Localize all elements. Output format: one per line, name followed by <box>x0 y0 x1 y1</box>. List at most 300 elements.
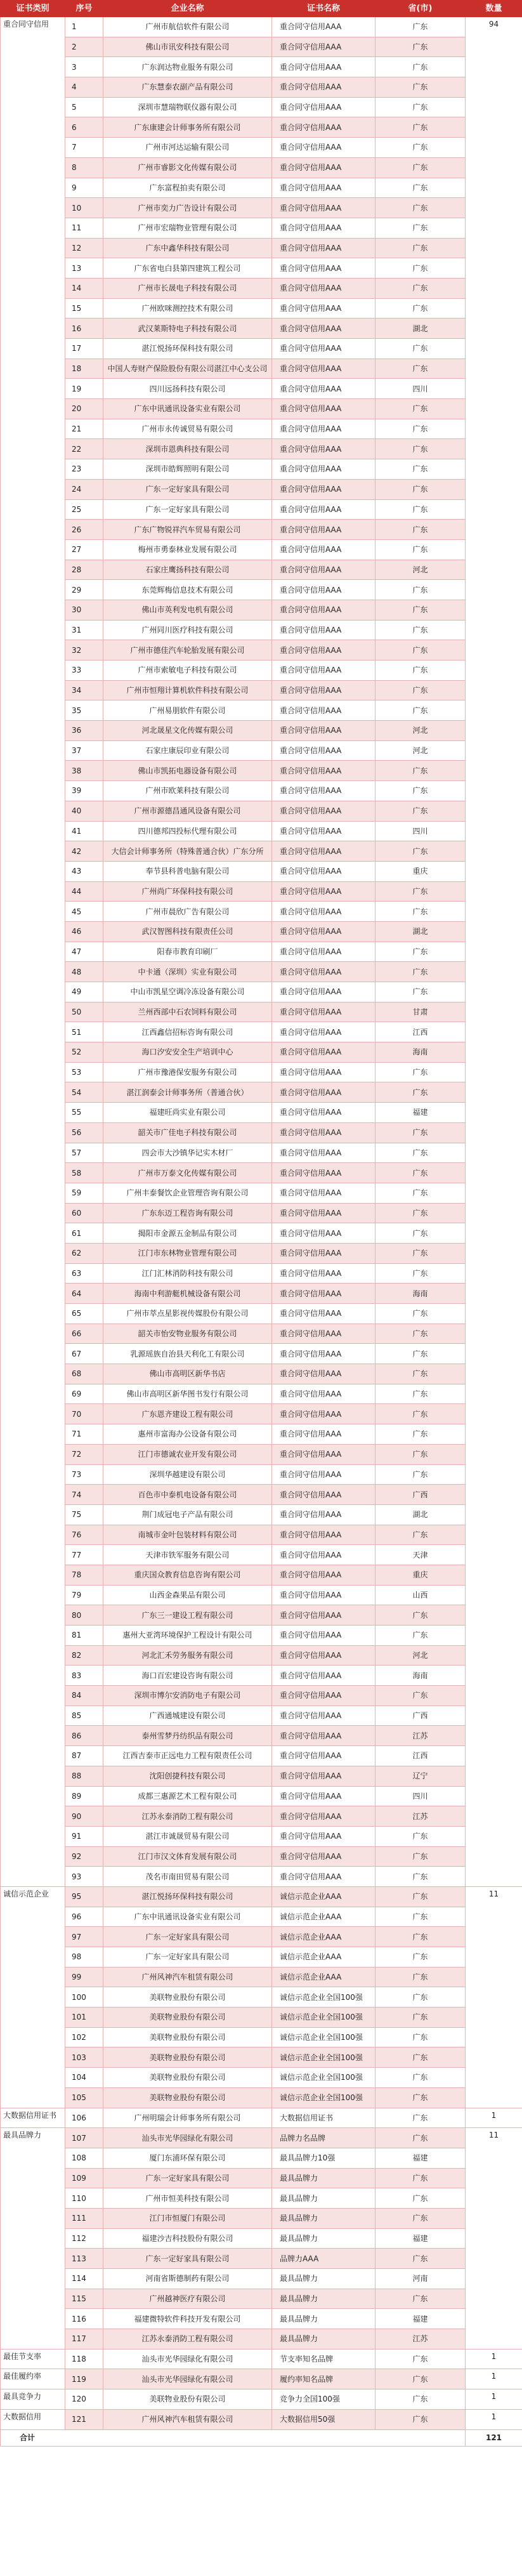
certificate-name: 重合同守信用AAA <box>272 520 375 540</box>
row-number: 115 <box>65 2289 103 2309</box>
certificate-name: 重合同守信用AAA <box>272 157 375 178</box>
company-name: 广州尚广环保科技有限公司 <box>103 881 272 902</box>
row-number: 87 <box>65 1746 103 1766</box>
table-row <box>1 1404 522 1424</box>
company-name: 汕头市光华园绿化有限公司 <box>103 2349 272 2369</box>
province: 广东 <box>375 761 466 781</box>
row-number: 81 <box>65 1626 103 1646</box>
table-row <box>1 962 522 982</box>
company-name: 湛江润泰会计师事务所（普通合伙） <box>103 1082 272 1103</box>
table-row <box>1 2068 522 2088</box>
province: 广东 <box>375 278 466 298</box>
company-name: 广州丰泰餐饮企业管理咨询有限公司 <box>103 1183 272 1203</box>
certificate-name: 重合同守信用AAA <box>272 1364 375 1384</box>
company-name: 荆门成冠电子产品有限公司 <box>103 1504 272 1525</box>
certificate-name: 重合同守信用AAA <box>272 1846 375 1867</box>
table-row <box>1 520 522 540</box>
header-number: 序号 <box>65 1 103 17</box>
certificate-name: 重合同守信用AAA <box>272 761 375 781</box>
certificate-name: 重合同守信用AAA <box>272 1565 375 1585</box>
company-name: 武汉莱斯特电子科技有限公司 <box>103 319 272 339</box>
table-row <box>1 1927 522 1947</box>
company-name: 山西金森果品有限公司 <box>103 1585 272 1605</box>
company-name: 广州风神汽车租赁有限公司 <box>103 2409 272 2429</box>
certificate-name: 重合同守信用AAA <box>272 1243 375 1263</box>
row-number: 42 <box>65 841 103 862</box>
company-name: 广东富程拍卖有限公司 <box>103 178 272 198</box>
row-number: 46 <box>65 921 103 942</box>
table-row <box>1 178 522 198</box>
province: 广东 <box>375 2027 466 2047</box>
certificate-name: 重合同守信用AAA <box>272 1163 375 1183</box>
company-name: 广东中讯通讯设备实业有限公司 <box>103 1907 272 1927</box>
company-name: 广州市豫港保安服务有限公司 <box>103 1062 272 1082</box>
company-name: 汕头市光华园绿化有限公司 <box>103 2128 272 2148</box>
company-name: 中山市凯星空调冷冻设备有限公司 <box>103 982 272 1002</box>
province: 广东 <box>375 2369 466 2389</box>
province: 广东 <box>375 1686 466 1706</box>
province: 广东 <box>375 2188 466 2209</box>
category-cell: 最具竞争力 <box>1 2389 65 2410</box>
header-certificate: 证书名称 <box>272 1 375 17</box>
province: 广东 <box>375 1082 466 1103</box>
row-number: 59 <box>65 1183 103 1203</box>
company-name: 韶关市怡安物业服务有限公司 <box>103 1324 272 1344</box>
table-row <box>1 1504 522 1525</box>
count-cell: 1 <box>466 2389 522 2410</box>
province: 广东 <box>375 198 466 218</box>
certificate-name: 重合同守信用AAA <box>272 942 375 962</box>
certificate-name: 重合同守信用AAA <box>272 1424 375 1445</box>
category-cell: 大数据信用证书 <box>1 2108 65 2128</box>
province: 湖北 <box>375 319 466 339</box>
province: 广东 <box>375 1163 466 1183</box>
row-number: 58 <box>65 1163 103 1183</box>
header-count: 数量 <box>466 1 522 17</box>
row-number: 43 <box>65 861 103 881</box>
certificate-name: 诚信示范企业全国100强 <box>272 2027 375 2047</box>
certificate-name: 重合同守信用AAA <box>272 1806 375 1827</box>
row-number: 8 <box>65 157 103 178</box>
certificate-name: 重合同守信用AAA <box>272 499 375 520</box>
table-row <box>1 1062 522 1082</box>
certificate-name: 重合同守信用AAA <box>272 982 375 1002</box>
certificate-name: 重合同守信用AAA <box>272 218 375 238</box>
province: 广东 <box>375 2349 466 2369</box>
company-name: 东莞辉梅信息技术有限公司 <box>103 580 272 600</box>
row-number: 47 <box>65 942 103 962</box>
table-row <box>1 117 522 138</box>
certificate-name: 重合同守信用AAA <box>272 1826 375 1846</box>
table-row <box>1 77 522 98</box>
company-name: 江门汇林消防科技有限公司 <box>103 1263 272 1284</box>
company-name: 石家庄康辰印业有限公司 <box>103 740 272 761</box>
table-row <box>1 2309 522 2329</box>
company-name: 美联物业股份有限公司 <box>103 2047 272 2068</box>
row-number: 17 <box>65 339 103 359</box>
table-row <box>1 1444 522 1464</box>
table-row <box>1 1324 522 1344</box>
table-row <box>1 1243 522 1263</box>
company-name: 江门市东林物业管理有限公司 <box>103 1243 272 1263</box>
company-name: 广东一定好家具有限公司 <box>103 2249 272 2269</box>
row-number: 63 <box>65 1263 103 1284</box>
row-number: 116 <box>65 2309 103 2329</box>
certificate-name: 重合同守信用AAA <box>272 1002 375 1022</box>
province: 湖北 <box>375 1504 466 1525</box>
certificate-name: 重合同守信用AAA <box>272 1203 375 1223</box>
province: 广东 <box>375 298 466 319</box>
row-number: 71 <box>65 1424 103 1445</box>
province: 广东 <box>375 962 466 982</box>
count-cell: 1 <box>466 2369 522 2389</box>
province: 广东 <box>375 2249 466 2269</box>
province: 广东 <box>375 1605 466 1626</box>
company-name: 江门市汉文体育发展有限公司 <box>103 1846 272 1867</box>
province: 广东 <box>375 1404 466 1424</box>
row-number: 44 <box>65 881 103 902</box>
province: 海南 <box>375 1666 466 1686</box>
table-row <box>1 2027 522 2047</box>
table-row <box>1 1766 522 1786</box>
row-number: 25 <box>65 499 103 520</box>
province: 广东 <box>375 781 466 801</box>
province: 广东 <box>375 77 466 98</box>
table-row <box>1 1846 522 1867</box>
count-cell: 11 <box>466 2128 522 2349</box>
table-row <box>1 1424 522 1445</box>
row-number: 29 <box>65 580 103 600</box>
certificate-name: 最具品牌力 <box>272 2269 375 2289</box>
certificate-name: 重合同守信用AAA <box>272 1284 375 1304</box>
company-name: 湛江悦扬环保科技有限公司 <box>103 1886 272 1907</box>
province: 广东 <box>375 2208 466 2228</box>
province: 广东 <box>375 2409 466 2429</box>
table-row <box>1 1042 522 1063</box>
table-row <box>1 2208 522 2228</box>
table-row <box>1 2269 522 2289</box>
company-name: 佛山市凯拓电器设备有限公司 <box>103 761 272 781</box>
table-row <box>1 379 522 399</box>
province: 广东 <box>375 138 466 158</box>
row-number: 18 <box>65 358 103 379</box>
province: 广东 <box>375 1384 466 1404</box>
category-cell: 最佳节支率 <box>1 2349 65 2369</box>
company-name: 江苏永泰消防工程有限公司 <box>103 2329 272 2349</box>
certificate-name: 重合同守信用AAA <box>272 1042 375 1063</box>
table-row <box>1 1485 522 1505</box>
table-row <box>1 600 522 620</box>
certificate-name: 重合同守信用AAA <box>272 1705 375 1726</box>
row-number: 48 <box>65 962 103 982</box>
header-company: 企业名称 <box>103 1 272 17</box>
table-row <box>1 1203 522 1223</box>
company-name: 福建旺尚实业有限公司 <box>103 1103 272 1123</box>
company-name: 广东省电白县第四建筑工程公司 <box>103 258 272 279</box>
table-row <box>1 821 522 841</box>
company-name: 阳春市教育印刷厂 <box>103 942 272 962</box>
certificate-name: 诚信示范企业AAA <box>272 1967 375 1987</box>
certificate-name: 重合同守信用AAA <box>272 1545 375 1565</box>
province: 广东 <box>375 339 466 359</box>
certificate-name: 重合同守信用AAA <box>272 1766 375 1786</box>
row-number: 97 <box>65 1927 103 1947</box>
province: 广东 <box>375 942 466 962</box>
company-name: 海口百宏建设咨询有限公司 <box>103 1666 272 1686</box>
company-name: 四川远扬科技有限公司 <box>103 379 272 399</box>
certificate-name: 重合同守信用AAA <box>272 1444 375 1464</box>
row-number: 41 <box>65 821 103 841</box>
table-row <box>1 2128 522 2148</box>
company-name: 江门市恒厦门有限公司 <box>103 2208 272 2228</box>
province: 广东 <box>375 2128 466 2148</box>
table-row <box>1 1666 522 1686</box>
company-name: 广州市万泰文化传媒有限公司 <box>103 1163 272 1183</box>
company-name: 湛江市诚晟贸易有限公司 <box>103 1826 272 1846</box>
table-row <box>1 801 522 821</box>
company-name: 广东润达物业服务有限公司 <box>103 57 272 77</box>
certificate-name: 最具品牌力 <box>272 2188 375 2209</box>
certificate-name: 重合同守信用AAA <box>272 1122 375 1143</box>
company-name: 惠州大亚湾环境保护工程设计有限公司 <box>103 1626 272 1646</box>
row-number: 22 <box>65 439 103 459</box>
certificate-name: 重合同守信用AAA <box>272 1062 375 1082</box>
province: 广东 <box>375 117 466 138</box>
table-row <box>1 1002 522 1022</box>
table-row <box>1 1304 522 1324</box>
header-category: 证书类别 <box>1 1 65 17</box>
table-row <box>1 17 522 37</box>
province: 广东 <box>375 1826 466 1846</box>
company-name: 泰州雪梦丹纺织品有限公司 <box>103 1726 272 1746</box>
certificate-name: 重合同守信用AAA <box>272 600 375 620</box>
province: 福建 <box>375 1103 466 1123</box>
province: 广东 <box>375 881 466 902</box>
company-name: 河北汇禾劳务服务有限公司 <box>103 1645 272 1666</box>
row-number: 105 <box>65 2087 103 2108</box>
table-row <box>1 278 522 298</box>
count-cell: 11 <box>466 1886 522 2108</box>
table-row <box>1 2087 522 2108</box>
certificate-name: 重合同守信用AAA <box>272 1585 375 1605</box>
province: 广东 <box>375 1987 466 2008</box>
certificate-name: 品牌力名品牌 <box>272 2128 375 2148</box>
table-row <box>1 700 522 721</box>
province: 江苏 <box>375 1806 466 1827</box>
certificate-name: 重合同守信用AAA <box>272 781 375 801</box>
table-row <box>1 921 522 942</box>
company-name: 四会市大沙镇华记实木材厂 <box>103 1143 272 1163</box>
certificate-name: 重合同守信用AAA <box>272 921 375 942</box>
certificate-name: 重合同守信用AAA <box>272 1183 375 1203</box>
province: 广东 <box>375 1183 466 1203</box>
row-number: 36 <box>65 721 103 741</box>
certificate-name: 重合同守信用AAA <box>272 399 375 419</box>
certificate-name: 重合同守信用AAA <box>272 138 375 158</box>
company-name: 佛山市高明区新华书店 <box>103 1364 272 1384</box>
row-number: 27 <box>65 539 103 560</box>
certificate-name: 诚信示范企业AAA <box>272 1886 375 1907</box>
table-row <box>1 218 522 238</box>
certificate-name: 重合同守信用AAA <box>272 1867 375 1887</box>
province: 四川 <box>375 1786 466 1806</box>
province: 江西 <box>375 1746 466 1766</box>
certificate-name: 重合同守信用AAA <box>272 620 375 640</box>
certificate-name: 重合同守信用AAA <box>272 580 375 600</box>
province: 广东 <box>375 2047 466 2068</box>
province: 广东 <box>375 2087 466 2108</box>
province: 广东 <box>375 539 466 560</box>
company-name: 广东康建会计师事务所有限公司 <box>103 117 272 138</box>
certificate-name: 重合同守信用AAA <box>272 1645 375 1666</box>
province: 河南 <box>375 2269 466 2289</box>
province: 广东 <box>375 1886 466 1907</box>
row-number: 12 <box>65 238 103 258</box>
row-number: 16 <box>65 319 103 339</box>
company-name: 美联物业股份有限公司 <box>103 2389 272 2410</box>
province: 广东 <box>375 1364 466 1384</box>
company-name: 奉节县科普电脑有限公司 <box>103 861 272 881</box>
table-row <box>1 2409 522 2429</box>
company-name: 成都三惠源艺术工程有限公司 <box>103 1786 272 1806</box>
table-row <box>1 439 522 459</box>
row-number: 19 <box>65 379 103 399</box>
company-name: 美联物业股份有限公司 <box>103 2087 272 2108</box>
row-number: 104 <box>65 2068 103 2088</box>
table-row <box>1 861 522 881</box>
company-name: 广州市恒美科技有限公司 <box>103 2188 272 2209</box>
row-number: 28 <box>65 560 103 580</box>
row-number: 40 <box>65 801 103 821</box>
company-name: 河北晟星文化传媒有限公司 <box>103 721 272 741</box>
province: 江苏 <box>375 1726 466 1746</box>
province: 四川 <box>375 821 466 841</box>
company-name: 广州市源德昌通风设备有限公司 <box>103 801 272 821</box>
province: 广东 <box>375 1122 466 1143</box>
table-row <box>1 881 522 902</box>
row-number: 15 <box>65 298 103 319</box>
company-name: 惠州市富海办公设备有限公司 <box>103 1424 272 1445</box>
row-number: 50 <box>65 1002 103 1022</box>
certificate-name: 重合同守信用AAA <box>272 1626 375 1646</box>
company-name: 沈阳创捷科技有限公司 <box>103 1766 272 1786</box>
province: 辽宁 <box>375 1766 466 1786</box>
table-row <box>1 1163 522 1183</box>
row-number: 10 <box>65 198 103 218</box>
company-name: 广西通城建设有限公司 <box>103 1705 272 1726</box>
row-number: 52 <box>65 1042 103 1063</box>
province: 广东 <box>375 358 466 379</box>
province: 河北 <box>375 560 466 580</box>
company-name: 美联物业股份有限公司 <box>103 1987 272 2008</box>
province: 海南 <box>375 1284 466 1304</box>
row-number: 32 <box>65 640 103 660</box>
row-number: 67 <box>65 1344 103 1364</box>
province: 广东 <box>375 1062 466 1082</box>
province: 广东 <box>375 1424 466 1445</box>
certificate-name: 重合同守信用AAA <box>272 1504 375 1525</box>
table-row <box>1 1826 522 1846</box>
certificate-name: 诚信示范企业全国100强 <box>272 2068 375 2088</box>
company-name: 海南中利游艇机械设备有限公司 <box>103 1284 272 1304</box>
certificate-name: 重合同守信用AAA <box>272 1022 375 1042</box>
certificate-name: 最具品牌力 <box>272 2168 375 2188</box>
table-row <box>1 459 522 480</box>
province: 广东 <box>375 1907 466 1927</box>
certificate-name: 重合同守信用AAA <box>272 479 375 499</box>
province: 广东 <box>375 1464 466 1485</box>
company-name: 广州市奕力广告设计有限公司 <box>103 198 272 218</box>
row-number: 24 <box>65 479 103 499</box>
province: 广东 <box>375 499 466 520</box>
table-row <box>1 721 522 741</box>
row-number: 1 <box>65 17 103 37</box>
certificate-name: 重合同守信用AAA <box>272 1304 375 1324</box>
company-name: 百色市中泰机电设备有限公司 <box>103 1485 272 1505</box>
province: 广东 <box>375 37 466 57</box>
certificate-name: 重合同守信用AAA <box>272 278 375 298</box>
row-number: 106 <box>65 2108 103 2128</box>
row-number: 62 <box>65 1243 103 1263</box>
company-name: 广东一定好家具有限公司 <box>103 499 272 520</box>
table-row <box>1 1263 522 1284</box>
row-number: 74 <box>65 1485 103 1505</box>
company-name: 广州市萃点星影视传媒股份有限公司 <box>103 1304 272 1324</box>
company-name: 广东一定好家具有限公司 <box>103 1927 272 1947</box>
certificate-name: 重合同守信用AAA <box>272 439 375 459</box>
company-name: 美联物业股份有限公司 <box>103 2068 272 2088</box>
company-name: 福建微特软件科技开发有限公司 <box>103 2309 272 2329</box>
table-row <box>1 2228 522 2249</box>
table-row <box>1 1967 522 1987</box>
count-cell: 94 <box>466 17 522 1887</box>
province: 广东 <box>375 2008 466 2028</box>
table-row <box>1 419 522 439</box>
table-row <box>1 1364 522 1384</box>
row-number: 39 <box>65 781 103 801</box>
row-number: 55 <box>65 1103 103 1123</box>
table-row <box>1 2008 522 2028</box>
certificate-name: 重合同守信用AAA <box>272 841 375 862</box>
table-row <box>1 358 522 379</box>
province: 广东 <box>375 1243 466 1263</box>
province: 广东 <box>375 1947 466 1968</box>
table-body <box>1 17 522 2447</box>
row-number: 110 <box>65 2188 103 2209</box>
company-name: 大信会计师事务所（特殊普通合伙）广东分所 <box>103 841 272 862</box>
certificate-name: 重合同守信用AAA <box>272 258 375 279</box>
company-name: 广东东迈工程咨询有限公司 <box>103 1203 272 1223</box>
certificate-name: 重合同守信用AAA <box>272 379 375 399</box>
table-row <box>1 1786 522 1806</box>
table-row <box>1 1886 522 1907</box>
table-row <box>1 1626 522 1646</box>
table-row <box>1 740 522 761</box>
certificate-name: 重合同守信用AAA <box>272 178 375 198</box>
row-number: 2 <box>65 37 103 57</box>
row-number: 61 <box>65 1223 103 1244</box>
certificate-name: 重合同守信用AAA <box>272 680 375 700</box>
company-name: 兰州西部中石农饲料有限公司 <box>103 1002 272 1022</box>
row-number: 93 <box>65 1867 103 1887</box>
table-row <box>1 2349 522 2369</box>
company-name: 江门市德诚农业开发有限公司 <box>103 1444 272 1464</box>
certificate-name: 重合同守信用AAA <box>272 1666 375 1686</box>
company-name: 广州市长晟电子科技有限公司 <box>103 278 272 298</box>
company-name: 广州市永传诚贸易有限公司 <box>103 419 272 439</box>
row-number: 90 <box>65 1806 103 1827</box>
company-name: 江苏永泰消防工程有限公司 <box>103 1806 272 1827</box>
